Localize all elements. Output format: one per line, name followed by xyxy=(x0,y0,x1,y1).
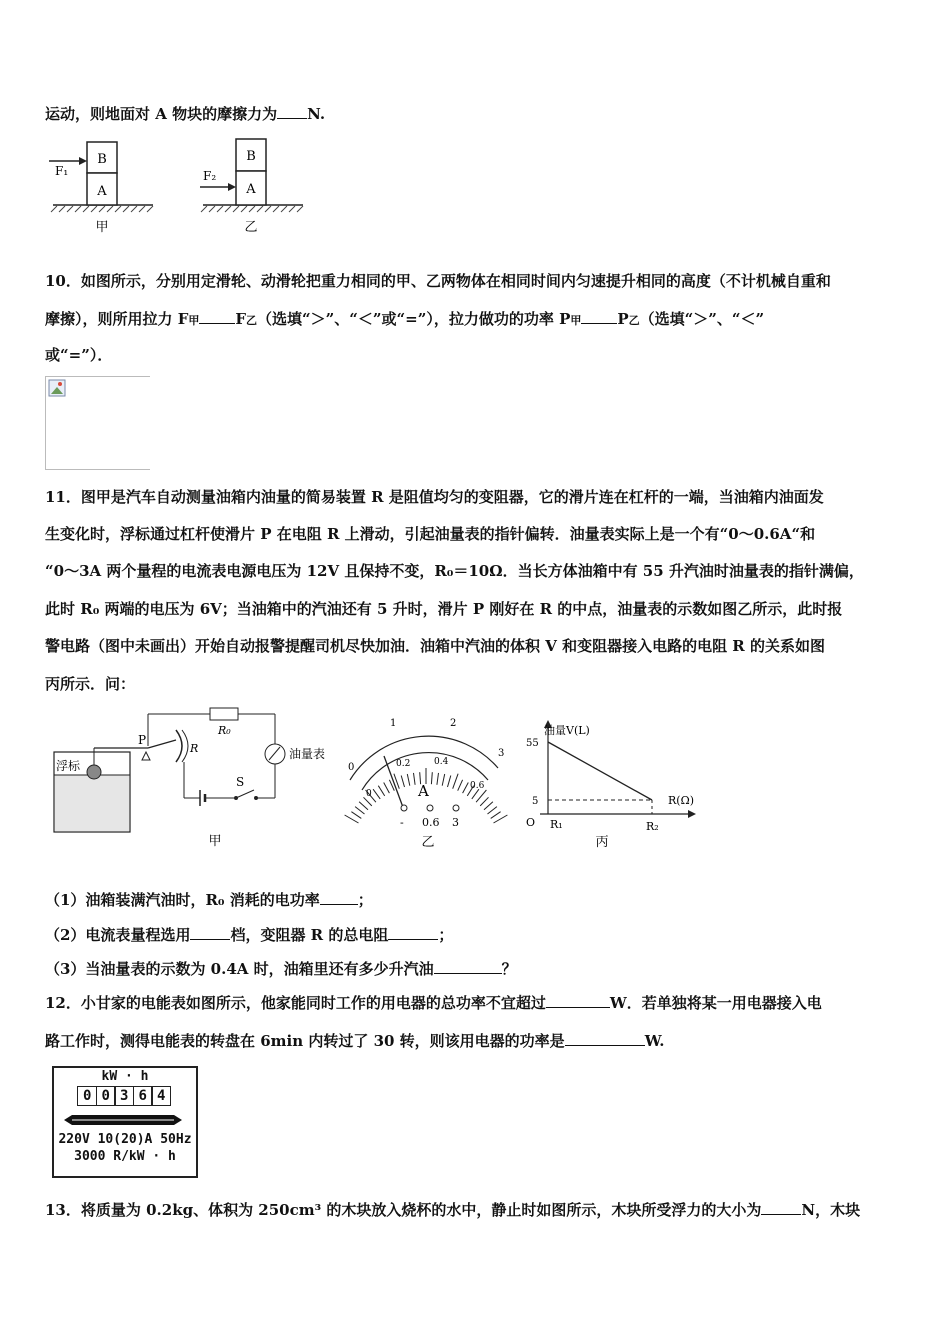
tick-label: 0 xyxy=(366,789,372,799)
dial-tick xyxy=(442,774,445,786)
data-line xyxy=(548,742,652,800)
answer-blank xyxy=(546,993,610,1008)
label-a: A xyxy=(97,184,107,199)
answer-blank xyxy=(320,890,358,905)
meter-digit: 4 xyxy=(151,1086,171,1106)
q13-line1: 13．将质量为 0.2kg、体积为 250cm³ 的木块放入烧杯的水中，静止时如图所示，木块所受浮力的大小为 N，木块 xyxy=(45,1201,861,1219)
variable-resistor-r xyxy=(176,730,182,762)
origin-label: O xyxy=(526,816,536,829)
meter-digit: 0 xyxy=(77,1086,97,1106)
dial-tick xyxy=(384,783,390,794)
dial-tick xyxy=(414,773,416,785)
tick-label: 0.6 xyxy=(470,781,485,791)
tick-label: 1 xyxy=(390,718,397,729)
circuit-figure xyxy=(50,700,340,860)
tick-label: 2 xyxy=(450,718,457,729)
meter-digit: 0 xyxy=(96,1086,116,1106)
q9-text: 运动，则地面对 A 物块的摩擦力为 N. xyxy=(45,105,326,123)
dial-tick xyxy=(437,773,439,785)
meter-digit: 3 xyxy=(114,1086,134,1106)
dial-tick xyxy=(491,812,501,819)
meter-rating: 220V 10(20)A 50Hz xyxy=(58,1132,192,1147)
meter-digits xyxy=(54,1086,196,1106)
caption-yi: 乙 xyxy=(244,220,258,235)
oil-meter xyxy=(265,744,285,764)
answer-blank xyxy=(581,309,617,324)
dial-tick xyxy=(345,815,359,823)
volume-resistance-graph xyxy=(520,712,710,860)
terminal-label: 0.6 xyxy=(422,816,440,829)
y-axis-label: 油量V(L) xyxy=(544,724,590,737)
terminal-label: - xyxy=(400,816,404,829)
caption-jia: 甲 xyxy=(95,220,109,235)
dial-tick xyxy=(494,815,508,823)
caption-jia: 甲 xyxy=(208,834,222,849)
tick-label: 0 xyxy=(348,762,355,773)
energy-meter xyxy=(52,1066,198,1178)
x-axis-arrow-icon xyxy=(688,810,696,818)
answer-blank xyxy=(190,925,230,940)
q10-line2: 摩擦），则所用拉力 F甲 F乙（选填“＞”、“＜”或“=”），拉力做功的功率 P甲 P乙（选填“＞”、“＜” xyxy=(45,310,765,328)
dial-tick xyxy=(378,786,384,796)
dial-tick xyxy=(453,774,458,789)
tick-label: R₁ xyxy=(550,818,563,831)
figure-jia xyxy=(49,142,153,235)
label-p: P xyxy=(138,733,147,747)
q11-sub3: （3）当油量表的示数为 0.4A 时，油箱里还有多少升汽油 ？ xyxy=(45,960,517,978)
tick-label: 0.2 xyxy=(396,759,411,769)
q11-line4: 此时 R₀ 两端的电压为 6V；当油箱中的汽油还有 5 升时，滑片 P 刚好在 R 的中点，油量表的示数如图乙所示，此时报 xyxy=(45,600,843,618)
dial-tick xyxy=(431,772,432,784)
q11-line1: 11．图甲是汽车自动测量油箱内油量的简易装置 R 是阻值均匀的变阻器，它的滑片连在杠杆的一端，当油箱内油面发 xyxy=(45,488,824,506)
dial-tick xyxy=(448,776,451,788)
terminal-label: 3 xyxy=(452,816,459,829)
q11-sub1: （1）油箱装满汽油时，R₀ 消耗的电功率 ； xyxy=(45,891,373,909)
tick-label: 55 xyxy=(526,738,539,749)
q11-line3: “0～3A 两个量程的电流表电源电压为 12V 且保持不变，R₀＝10Ω．当长方体油箱中有 55 升汽油时油量表的指针满偏， xyxy=(45,562,864,580)
answer-blank xyxy=(565,1031,645,1046)
meter-unit: kW · h xyxy=(101,1069,149,1084)
dial-tick xyxy=(480,797,488,806)
q10-line3: 或“=”）． xyxy=(45,346,113,364)
caption-bing: 丙 xyxy=(595,835,609,850)
dial-tick xyxy=(355,807,364,814)
answer-blank xyxy=(388,925,438,940)
float-ball xyxy=(87,765,101,779)
dial-tick xyxy=(458,780,463,791)
q12-line2: 路工作时，测得电能表的转盘在 6min 内转过了 30 转，则该用电器的功率是 W. xyxy=(45,1032,665,1050)
dial-tick xyxy=(401,776,404,788)
terminal xyxy=(427,805,433,811)
q11-line5: 警电路（图中未画出）开始自动报警提醒司机尽快加油．油箱中汽油的体积 V 和变阻器接入电路的电阻 R 的关系如图 xyxy=(45,637,825,655)
dial-tick xyxy=(359,802,368,810)
arrow-f1-icon xyxy=(79,157,87,165)
x-axis-label: R(Ω) xyxy=(668,794,694,807)
q11-sub2: （2）电流表量程选用 档，变阻器 R 的总电阻 ； xyxy=(45,926,454,944)
tick-label: R₂ xyxy=(646,820,659,833)
dial-tick xyxy=(484,802,493,810)
q12-line1: 12．小甘家的电能表如图所示，他家能同时工作的用电器的总功率不宜超过 W．若单独将某一用电器接入电 xyxy=(45,994,822,1012)
label-b: B xyxy=(246,149,256,164)
dial-tick xyxy=(488,807,497,814)
q10-line1: 10．如图所示，分别用定滑轮、动滑轮把重力相同的甲、乙两物体在相同时间内匀速提升相同的高度（不计机械自重和 xyxy=(45,272,831,290)
label-r: R xyxy=(190,742,199,755)
dial-tick xyxy=(351,812,361,819)
dial-tick xyxy=(407,774,410,786)
meter-digit: 6 xyxy=(133,1086,153,1106)
answer-blank xyxy=(277,104,307,119)
answer-blank xyxy=(761,1200,801,1215)
resistor-r0 xyxy=(210,708,238,720)
unit-a: A xyxy=(418,782,429,800)
q9-figure xyxy=(45,135,315,239)
dial-tick xyxy=(373,789,380,799)
tick-label: 0.4 xyxy=(434,757,449,767)
dial-tick xyxy=(463,783,469,794)
terminal xyxy=(453,805,459,811)
pivot-icon xyxy=(142,752,150,760)
dial-outer-arc xyxy=(350,736,498,780)
tick-label: 5 xyxy=(532,796,539,807)
answer-blank xyxy=(434,959,502,974)
label-a: A xyxy=(246,182,256,197)
figure-yi xyxy=(200,139,303,235)
label-f2: F₂ xyxy=(203,169,217,183)
label-meter: 油量表 xyxy=(289,747,326,761)
ammeter-figure xyxy=(338,712,518,860)
label-s: S xyxy=(236,775,245,789)
meter-revolutions: 3000 R/kW · h xyxy=(74,1149,176,1164)
switch-s xyxy=(236,790,254,798)
meter-window xyxy=(54,1110,192,1130)
broken-image-icon xyxy=(48,379,68,399)
caption-yi: 乙 xyxy=(421,835,435,850)
arrow-f2-icon xyxy=(228,183,236,191)
broken-image-placeholder xyxy=(45,376,150,470)
label-r0: R₀ xyxy=(218,724,231,737)
label-b: B xyxy=(97,152,107,167)
answer-blank xyxy=(199,309,235,324)
label-f1: F₁ xyxy=(55,164,69,178)
q11-line2: 生变化时，浮标通过杠杆使滑片 P 在电阻 R 上滑动，引起油量表的指针偏转．油量表实际上是一个有“0～0.6A“和 xyxy=(45,525,816,543)
q11-line6: 丙所示．问： xyxy=(45,675,136,693)
terminal xyxy=(401,805,407,811)
label-float: 浮标 xyxy=(56,759,81,773)
tick-label: 3 xyxy=(498,748,505,759)
